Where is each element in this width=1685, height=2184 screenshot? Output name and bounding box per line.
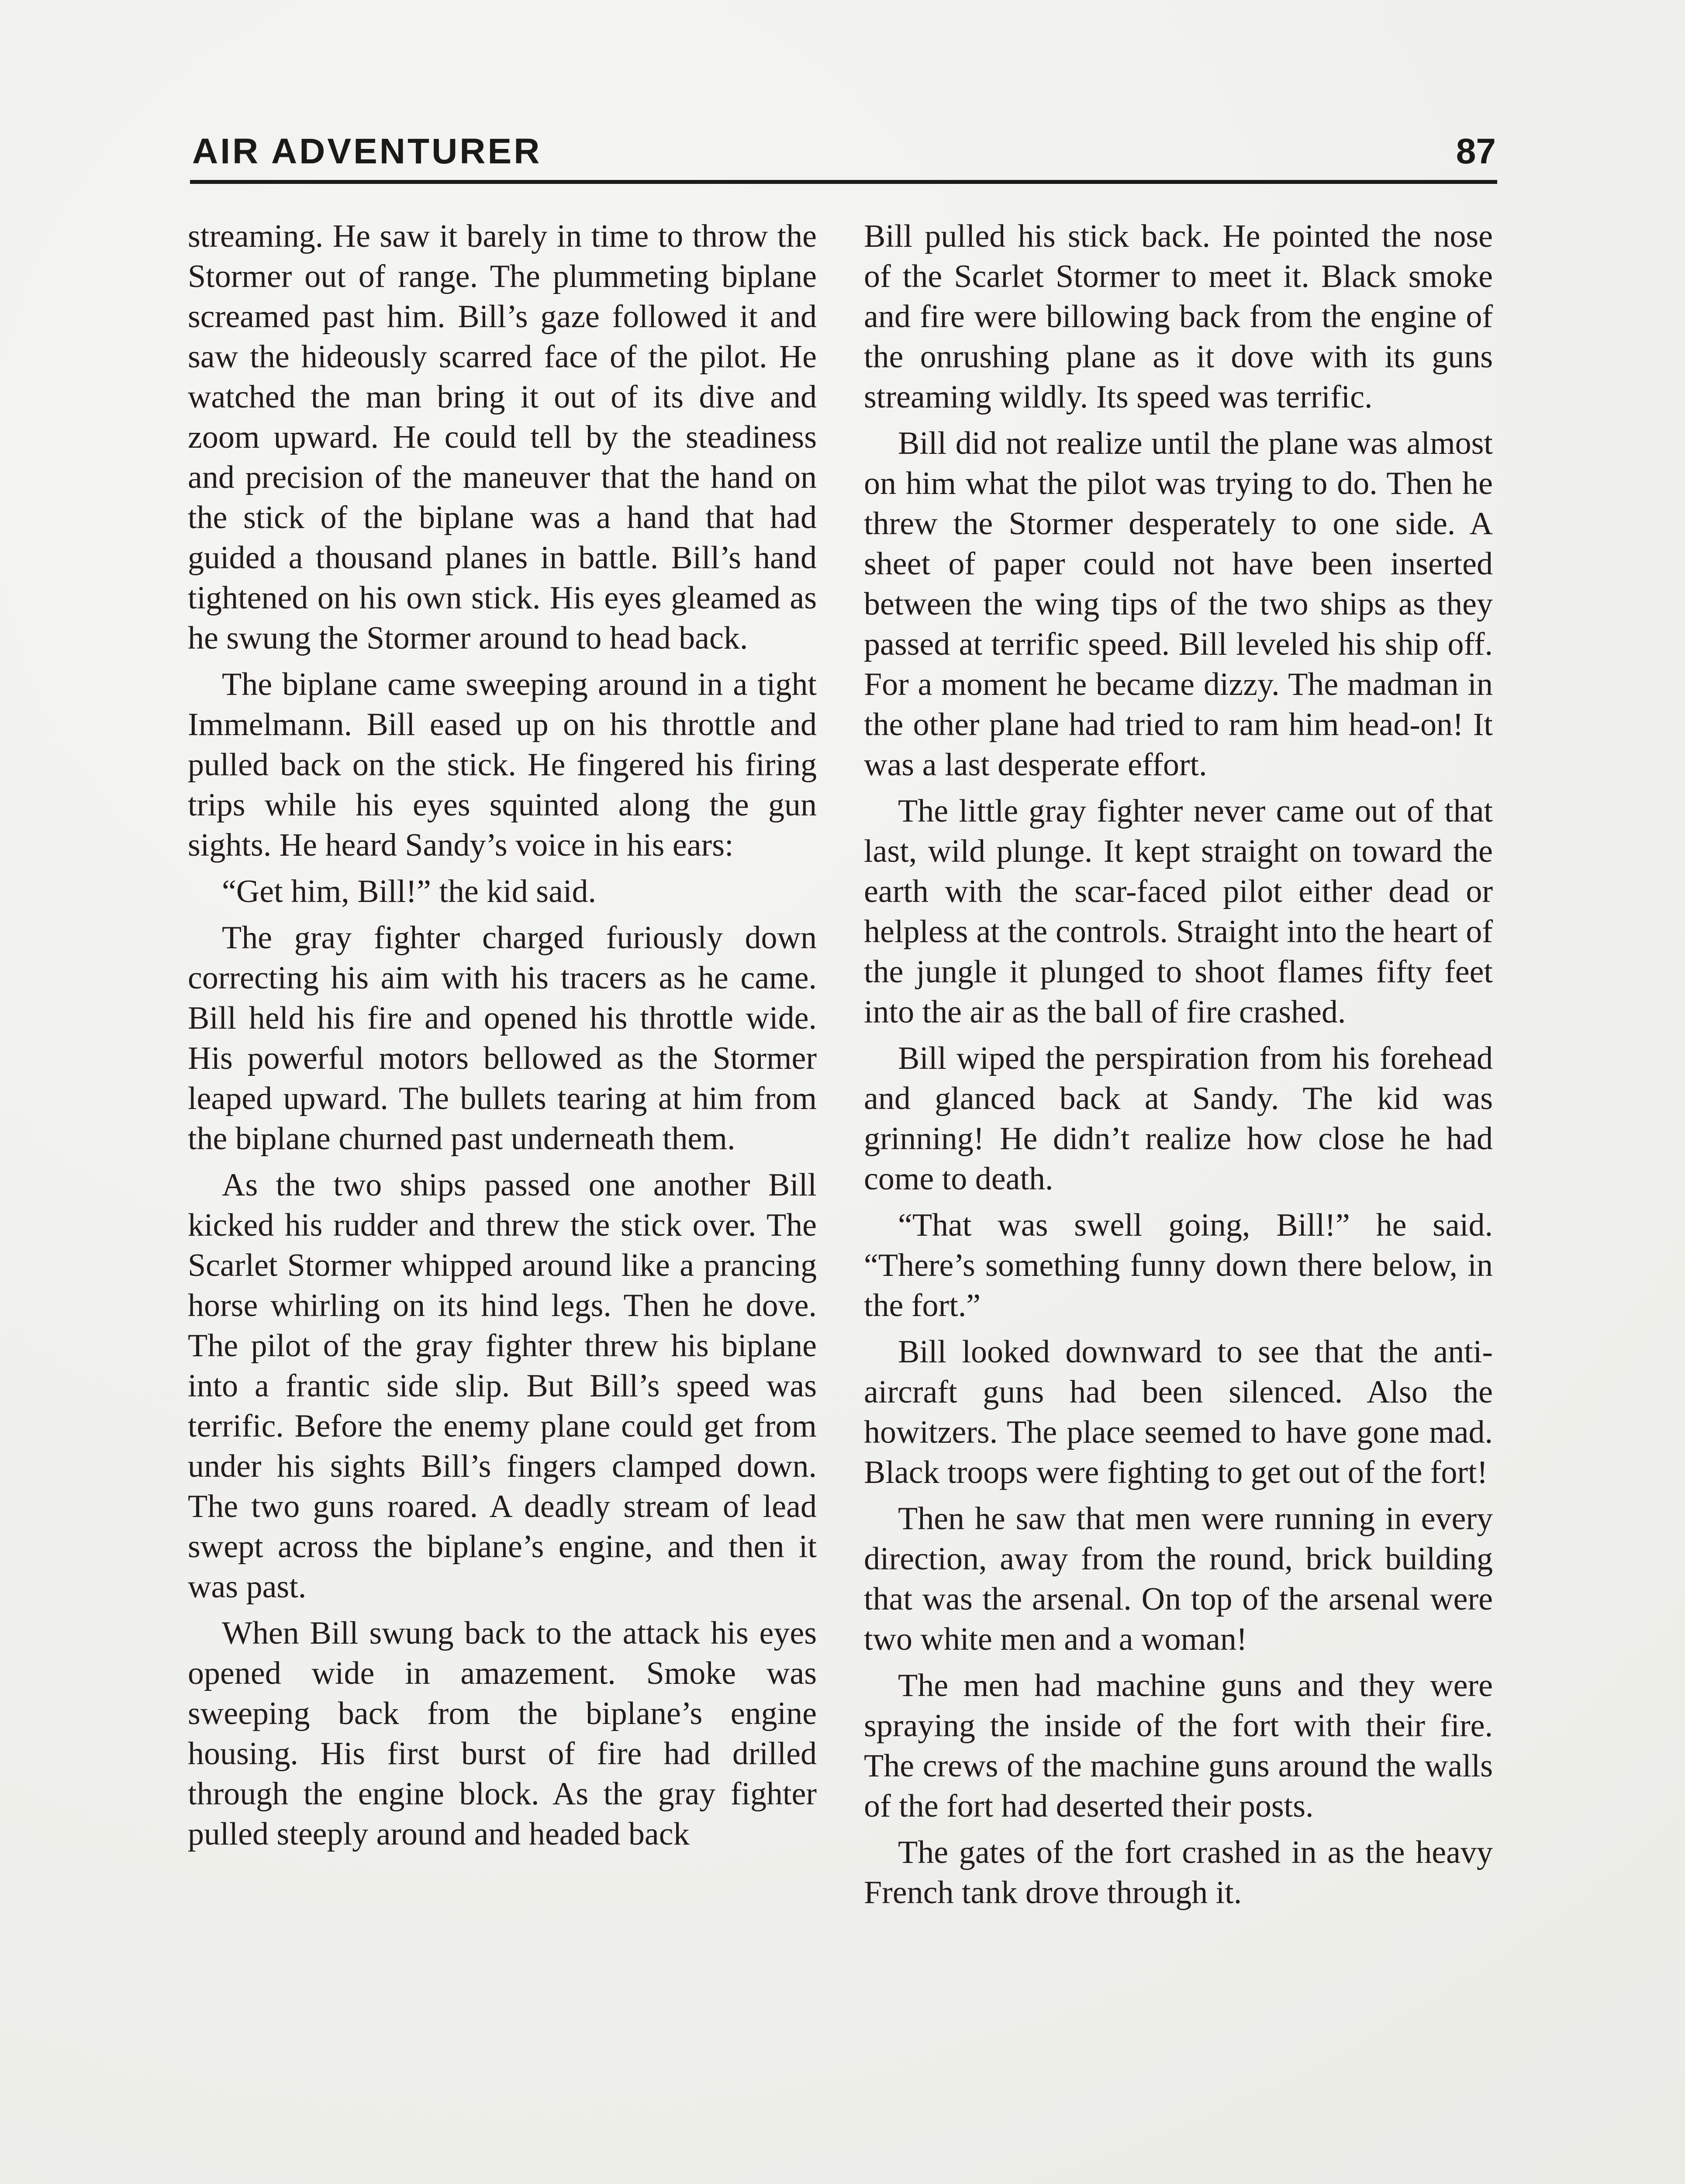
paragraph: streaming. He saw it barely in time to throw the Stormer out of range. The plummeting biplane screamed past him. Bill’s gaze followed it and saw the hideously scarred face of the pilot. He watched the man bring it out of its dive and zoom upward. He could tell by the steadiness and precision of the maneuver that the hand on the stick of the biplane was a hand that had guided a thousand planes in battle. Bill’s hand tightened on his own stick. His eyes gleamed as he swung the Stormer around to head back. (188, 218, 817, 656)
left-column (188, 216, 817, 1860)
paragraph: The little gray fighter never came out of that last, wild plunge. It kept straight on toward the earth with the scar-faced pilot either dead or helpless at the controls. Straight into the heart of the jungle it plunged to shoot flames fifty feet into the air as the ball of fire crashed. (864, 793, 1493, 1030)
paragraph: Bill did not realize until the plane was almost on him what the pilot was trying to do. Then he threw the Stormer desperately to one side. A sheet of paper could not have been inserted between the wing tips of the two ships as they passed at terrific speed. Bill leveled his ship off. For a moment he became dizzy. The madman in the other plane had tried to ram him head-on! It was a last desperate effort. (864, 425, 1493, 783)
paragraph: When Bill swung back to the attack his eyes opened wide in amazement. Smoke was sweeping back from the biplane’s engine housing. His first burst of fire had drilled through the engine block. As the gray fighter pulled steeply around and headed back (188, 1615, 817, 1852)
paragraph: Bill pulled his stick back. He pointed the nose of the Scarlet Stormer to meet it. Black smoke and fire were billowing back from the engine of the onrushing plane as it dove with its guns streaming wildly. Its speed was terrific. (864, 218, 1493, 415)
right-column (864, 216, 1493, 1919)
paragraph: Bill wiped the perspiration from his forehead and glanced back at Sandy. The kid was grinning! He didn’t realize how close he had come to death. (864, 1040, 1493, 1197)
header-rule (190, 180, 1497, 184)
page-number: 87 (1456, 131, 1496, 171)
paragraph: “Get him, Bill!” the kid said. (222, 874, 596, 909)
magazine-title: AIR ADVENTURER (192, 131, 542, 171)
paragraph: Bill looked downward to see that the anti-aircraft guns had been silenced. Also the howitzers. The place seemed to have gone mad. Black troops were fighting to get out of the fort! (864, 1334, 1493, 1490)
paragraph: Then he saw that men were running in every direction, away from the round, brick building that was the arsenal. On top of the arsenal were two white men and a woman! (864, 1501, 1493, 1657)
paragraph: As the two ships passed one another Bill kicked his rudder and threw the stick over. The Scarlet Stormer whipped around like a prancing horse whirling on its hind legs. Then he dove. The pilot of the gray fighter threw his biplane into a frantic side slip. But Bill’s speed was terrific. Before the enemy plane could get from under his sights Bill’s fingers clamped down. The two guns roared. A deadly stream of lead swept across the biplane’s engine, and then it was past. (188, 1167, 817, 1605)
running-header (192, 131, 1496, 179)
paragraph: “That was swell going, Bill!” he said. “There’s something funny down there below, in the fort.” (864, 1207, 1493, 1324)
paragraph: The gates of the fort crashed in as the heavy French tank drove through it. (864, 1835, 1493, 1911)
paragraph: The men had machine guns and they were spraying the inside of the fort with their fire. The crews of the machine guns around the walls of the fort had deserted their posts. (864, 1668, 1493, 1824)
paragraph: The biplane came sweeping around in a tight Immelmann. Bill eased up on his throttle and pulled back on the stick. He fingered his firing trips while his eyes squinted along the gun sights. He heard Sandy’s voice in his ears: (188, 667, 817, 863)
paragraph: The gray fighter charged furiously down correcting his aim with his tracers as he came. Bill held his fire and opened his throttle wide. His powerful motors bellowed as the Stormer leaped upward. The bullets tearing at him from the biplane churned past underneath them. (188, 920, 817, 1157)
